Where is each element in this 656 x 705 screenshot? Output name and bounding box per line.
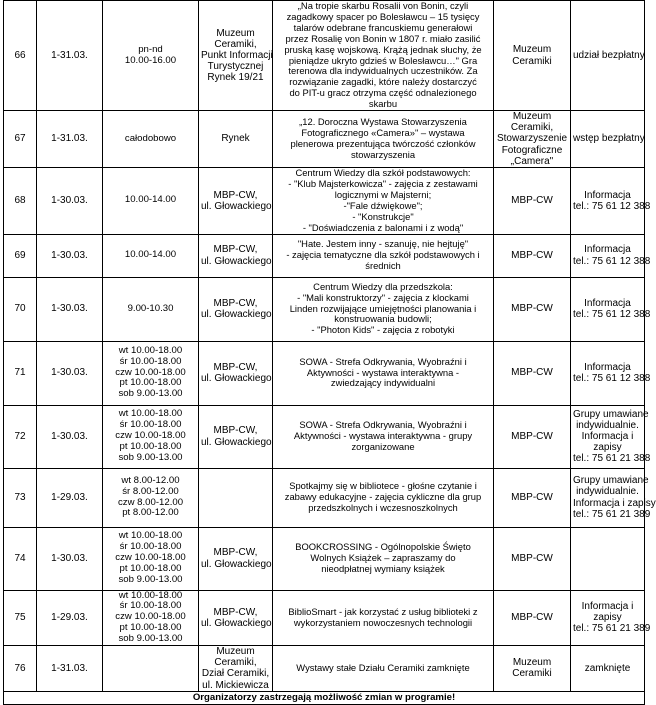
- row-number: 71: [4, 341, 37, 405]
- event-organizer-line: „Camera": [510, 155, 554, 167]
- event-place-line: ul. Głowackiego: [201, 373, 272, 385]
- events-table-body: [4, 0, 656, 692]
- event-place-line: ul. Mickiewicza: [202, 679, 269, 691]
- event-place-line: ul. Głowackiego: [201, 617, 272, 629]
- event-organizer: [494, 277, 571, 341]
- event-organizer-line: MBP-CW: [511, 612, 553, 624]
- event-description-line: Centrum Wiedzy dla szkół podstawowych:: [295, 167, 471, 179]
- footer-note: Organizatorzy zastrzegają możliwość zmian w programie!: [4, 691, 645, 704]
- event-place: [199, 405, 273, 468]
- event-description-line: SOWA - Strefa Odkrywania, Wyobraźni i: [299, 419, 467, 431]
- event-date: 1-30.03.: [37, 405, 103, 468]
- event-info-line: tel.: 75 61 12 388: [573, 373, 651, 385]
- event-description-line: Linden rozwijające umiejętności planowania i: [289, 302, 477, 314]
- event-time-line: sob 9.00-13.00: [118, 573, 183, 585]
- table-row: [4, 468, 645, 527]
- event-time-line: sob 9.00-13.00: [118, 451, 183, 463]
- event-description-line: rozwiązanie zagadki, które należy dostarczyć: [289, 76, 477, 88]
- event-description-line: pieniądze ukryto gdzieś w Bolesławcu…" Gra: [288, 54, 478, 66]
- event-info-line: Informacja i: [581, 600, 634, 612]
- event-time-line: śr 8.00-12.00: [122, 485, 179, 497]
- event-description-line: konstruowania budowli;: [334, 313, 432, 325]
- event-place: [199, 341, 273, 405]
- event-place-line: Ceramiki,: [214, 38, 257, 50]
- event-organizer: [494, 646, 571, 692]
- event-description: [273, 111, 494, 168]
- event-info: [571, 341, 651, 405]
- event-date: 1-30.03.: [37, 277, 103, 341]
- table-row: [4, 1, 645, 111]
- event-organizer-line: MBP-CW: [511, 552, 553, 564]
- table-row: [4, 234, 645, 277]
- event-description-line: przez Rosalię von Bonin w 1807 r. miało zasilić: [285, 32, 481, 44]
- event-time-line: wt 10.00-18.00: [118, 589, 183, 601]
- event-info-line: Informacja: [584, 244, 631, 256]
- events-table: [3, 0, 656, 705]
- event-date: 1-30.03.: [37, 341, 103, 405]
- event-description-line: zwiedzający indywidualni: [330, 377, 436, 389]
- event-info: [571, 234, 651, 277]
- event-place-line: ul. Głowackiego: [201, 558, 272, 570]
- event-description-line: „12. Doroczna Wystawa Stowarzyszenia: [299, 116, 467, 128]
- event-time-line: 10.00-14.00: [124, 194, 177, 206]
- event-organizer: [494, 405, 571, 468]
- event-description-line: SOWA - Strefa Odkrywania, Wyobraźni i: [299, 355, 467, 367]
- event-info-line: udział bezpłatny: [573, 49, 645, 61]
- event-time-line: 9.00-10.30: [127, 302, 174, 314]
- event-description: [273, 468, 494, 527]
- row-number: 72: [4, 405, 37, 468]
- event-time: [103, 277, 199, 341]
- row-number: 74: [4, 527, 37, 590]
- event-description-line: -"Fale dźwiękowe";: [343, 199, 423, 211]
- event-time-line: czw 10.00-18.00: [115, 366, 186, 378]
- event-description-line: - "Mali konstruktorzy" - zajęcia z klockami: [297, 291, 469, 303]
- event-place-line: MBP-CW,: [213, 189, 258, 201]
- event-time-line: 10.00-16.00: [124, 54, 177, 66]
- event-time-line: pt 10.00-18.00: [119, 377, 182, 389]
- event-description: [273, 646, 494, 692]
- event-info-line: Informacja: [584, 361, 631, 373]
- event-organizer-line: Ceramiki,: [510, 122, 554, 134]
- event-place-line: Muzeum: [216, 27, 255, 39]
- event-place-line: ul. Głowackiego: [201, 309, 272, 321]
- event-organizer-line: MBP-CW: [511, 367, 553, 379]
- event-time-line: pt 10.00-18.00: [119, 440, 182, 452]
- event-date: 1-30.03.: [37, 168, 103, 234]
- event-time-line: pn-nd: [138, 43, 163, 55]
- table-row: [4, 527, 645, 590]
- event-place-line: MBP-CW,: [213, 606, 258, 618]
- event-description-line: BiblioSmart - jak korzystać z usług biblioteki z: [288, 605, 478, 617]
- event-info: [571, 468, 656, 527]
- event-time: [103, 111, 199, 168]
- event-description-line: wykorzystaniem nowoczesnych technologii: [293, 616, 473, 628]
- event-info: [571, 277, 651, 341]
- event-description-line: zorganizowane: [351, 440, 415, 452]
- event-info: [571, 527, 645, 590]
- event-date: 1-29.03.: [37, 468, 103, 527]
- event-organizer: [494, 168, 571, 234]
- row-number: 73: [4, 468, 37, 527]
- event-time-line: pt 10.00-18.00: [119, 622, 182, 634]
- event-organizer-line: MBP-CW: [511, 249, 553, 261]
- event-description-line: BOOKCROSSING - Ogólnopolskie Święto: [295, 541, 471, 553]
- event-description-line: - "Klub Majsterkowicza" - zajęcia z zestawami: [288, 177, 478, 189]
- table-row: [4, 341, 645, 405]
- event-organizer-line: MBP-CW: [511, 491, 553, 503]
- event-date: 1-31.03.: [37, 646, 103, 692]
- event-description: [273, 590, 494, 646]
- event-place-line: ul. Głowackiego: [201, 436, 272, 448]
- table-row: [4, 111, 645, 168]
- event-time-line: sob 9.00-13.00: [118, 388, 183, 400]
- event-info: [571, 646, 645, 692]
- event-time-line: wt 10.00-18.00: [118, 344, 183, 356]
- event-time-line: czw 10.00-18.00: [115, 611, 186, 623]
- event-time-line: wt 10.00-18.00: [118, 530, 183, 542]
- event-organizer-line: MBP-CW: [511, 430, 553, 442]
- event-organizer: [494, 234, 571, 277]
- event-place-line: Rynek 19/21: [207, 72, 264, 84]
- event-description: [273, 405, 494, 468]
- event-place: [199, 1, 273, 111]
- event-info: [571, 111, 645, 168]
- event-date: 1-30.03.: [37, 527, 103, 590]
- event-info-line: indywidualnie.: [576, 419, 639, 431]
- event-organizer-line: Muzeum: [512, 657, 552, 669]
- event-info: [571, 590, 651, 646]
- event-time: [103, 405, 199, 468]
- event-description-line: pruską kasę wojskową. Krążą jednak słuchy, że: [284, 43, 482, 55]
- event-description-line: Fotograficznego «Camera»" – wystawa: [301, 127, 465, 139]
- event-place: [199, 234, 273, 277]
- event-place: [199, 590, 273, 646]
- event-place: [199, 468, 273, 527]
- event-place: [199, 111, 273, 168]
- event-info-line: zapisy: [593, 442, 622, 454]
- event-organizer-line: Fotograficzne: [501, 144, 563, 156]
- event-place-line: Muzeum: [216, 646, 255, 658]
- event-place-line: ul. Głowackiego: [201, 255, 272, 267]
- event-description: [273, 168, 494, 234]
- row-number: 76: [4, 646, 37, 692]
- event-time-line: 10.00-14.00: [124, 249, 177, 261]
- event-description-line: Spotkajmy się w bibliotece - głośne czytanie i: [289, 480, 477, 492]
- event-description-line: „Na tropie skarbu Rosalii von Bonin, czyli: [297, 0, 469, 11]
- event-time: [103, 527, 199, 590]
- event-description-line: stowarzyszenia: [350, 148, 416, 160]
- event-info-line: tel.: 75 61 21 388: [573, 453, 651, 465]
- event-info-line: Informacja i zapisy: [573, 497, 656, 509]
- event-place: [199, 168, 273, 234]
- event-organizer: [494, 1, 571, 111]
- row-number: 75: [4, 590, 37, 646]
- event-time-line: pt 10.00-18.00: [119, 562, 182, 574]
- event-info-line: Grupy umawiane: [573, 475, 649, 487]
- event-description-line: - "Konstrukcje": [352, 210, 414, 222]
- event-description-line: plenerowa prezentująca twórczość członków: [290, 138, 476, 150]
- event-organizer: [494, 111, 571, 168]
- event-description-line: do PIT-u gracz otrzyma część odnalezionego: [289, 87, 477, 99]
- event-description-line: Wolnych Książek – zapraszamy do: [310, 552, 456, 564]
- event-place-line: MBP-CW,: [213, 547, 258, 559]
- event-description: [273, 527, 494, 590]
- event-time-line: wt 8.00-12.00: [121, 474, 180, 486]
- event-organizer-line: Muzeum: [512, 111, 552, 123]
- event-place-line: ul. Głowackiego: [201, 200, 272, 212]
- event-time-line: śr 10.00-18.00: [119, 419, 182, 431]
- event-info-line: Grupy umawiane: [573, 408, 649, 420]
- table-row: [4, 590, 645, 646]
- event-description-line: zabawy edukacyjne - zajęcia cykliczne dla grup: [284, 491, 482, 503]
- event-organizer-line: MBP-CW: [511, 195, 553, 207]
- event-info-line: zapisy: [593, 612, 622, 624]
- event-place-line: MBP-CW,: [213, 361, 258, 373]
- event-organizer: [494, 341, 571, 405]
- event-info-line: indywidualnie.: [576, 486, 639, 498]
- event-time-line: śr 10.00-18.00: [119, 355, 182, 367]
- event-place-line: Rynek: [221, 133, 250, 145]
- event-place-line: Punkt Informacji: [201, 49, 273, 61]
- event-organizer-line: Muzeum: [512, 44, 552, 56]
- event-time: [103, 234, 199, 277]
- event-time: [103, 590, 199, 646]
- event-description-line: zagadkowy spacer po Bolesławcu – 15 tysięcy: [286, 10, 480, 22]
- table-row: [4, 646, 645, 692]
- event-description-line: Centrum Wiedzy dla przedszkola:: [313, 280, 453, 292]
- event-info-line: wstęp bezpłatny: [573, 133, 645, 145]
- footer-row: [4, 691, 645, 704]
- event-description-line: terenowa dla indywidualnych uczestników. Za: [288, 65, 478, 77]
- event-organizer-line: Ceramiki: [512, 668, 552, 680]
- event-description-line: logicznymi w Majsterni;: [334, 188, 432, 200]
- event-info-line: Informacja: [584, 297, 631, 309]
- event-description-line: - "Photon Kids" - zajęcia z robotyki: [311, 324, 455, 336]
- event-time-line: czw 10.00-18.00: [115, 552, 186, 564]
- event-time: [103, 1, 199, 111]
- event-time-line: pt 8.00-12.00: [122, 507, 179, 519]
- event-time-line: czw 8.00-12.00: [117, 496, 184, 508]
- event-place-line: MBP-CW,: [213, 297, 258, 309]
- event-description-line: Aktywności - wystawa interaktywna -: [306, 366, 460, 378]
- event-place-line: MBP-CW,: [213, 244, 258, 256]
- event-description-line: Wystawy stałe Działu Ceramiki zamknięte: [296, 662, 470, 673]
- event-place: [199, 277, 273, 341]
- event-description-line: przedszkolnych i wczesnoszkolnych: [308, 501, 458, 513]
- row-number: 70: [4, 277, 37, 341]
- event-place-line: Dział Ceramiki,: [201, 668, 270, 680]
- event-description-line: nieodpłatnej wymiany książek: [321, 562, 445, 574]
- event-description-line: "Hate. Jestem inny - szanuję, nie hejtuję": [297, 238, 469, 250]
- event-organizer: [494, 527, 571, 590]
- event-place-line: MBP-CW,: [213, 425, 258, 437]
- event-info-line: tel.: 75 61 21 389: [573, 623, 651, 635]
- event-description: [273, 234, 494, 277]
- event-organizer-line: MBP-CW: [511, 303, 553, 315]
- event-date: 1-31.03.: [37, 111, 103, 168]
- row-number: 67: [4, 111, 37, 168]
- event-info: [571, 405, 651, 468]
- event-description: [273, 277, 494, 341]
- row-number: 66: [4, 1, 37, 111]
- event-time: [103, 341, 199, 405]
- event-info-line: tel.: 75 61 12 388: [573, 255, 651, 267]
- event-date: 1-30.03.: [37, 234, 103, 277]
- event-organizer-line: Ceramiki: [512, 55, 552, 67]
- event-place: [199, 527, 273, 590]
- event-description-line: Aktywności - wystawa interaktywna - grupy: [293, 430, 473, 442]
- event-info-line: tel.: 75 61 12 388: [573, 200, 651, 212]
- event-organizer-line: Stowarzyszenie: [496, 133, 568, 145]
- table-row: [4, 277, 645, 341]
- row-number: 68: [4, 168, 37, 234]
- event-date: 1-29.03.: [37, 590, 103, 646]
- event-place: [199, 646, 273, 692]
- event-description: [273, 1, 494, 111]
- event-description-line: średnich: [365, 259, 401, 271]
- event-time-line: wt 10.00-18.00: [118, 408, 183, 420]
- event-description-line: - zajęcia tematyczne dla szkół podstawowych i: [286, 249, 480, 261]
- event-info: [571, 168, 651, 234]
- event-date: 1-31.03.: [37, 1, 103, 111]
- event-time: [103, 468, 199, 527]
- event-info: [571, 1, 645, 111]
- event-description-line: - "Doświadczenia z balonami i z wodą": [302, 221, 464, 233]
- event-time-line: czw 10.00-18.00: [115, 430, 186, 442]
- event-description: [273, 341, 494, 405]
- event-info-line: Informacja: [584, 189, 631, 201]
- event-time: [103, 168, 199, 234]
- event-time-line: śr 10.00-18.00: [119, 600, 182, 612]
- event-description-line: talarów odebrane francuskiemu generałowi: [293, 21, 473, 33]
- event-info-line: tel.: 75 61 12 388: [573, 309, 651, 321]
- event-time: [103, 646, 199, 692]
- event-place-line: Ceramiki,: [214, 657, 257, 669]
- event-time-line: śr 10.00-18.00: [119, 541, 182, 553]
- event-info-line: tel.: 75 61 21 389: [573, 508, 651, 520]
- event-info-line: Informacja i: [581, 430, 634, 442]
- event-organizer: [494, 468, 571, 527]
- event-organizer: [494, 590, 571, 646]
- table-row: [4, 405, 645, 468]
- event-info-line: zamknięte: [584, 662, 631, 674]
- table-row: [4, 168, 645, 234]
- event-place-line: Turystycznej: [207, 61, 264, 73]
- event-time-line: całodobowo: [124, 132, 177, 144]
- event-description-line: skarbu: [368, 98, 398, 110]
- row-number: 69: [4, 234, 37, 277]
- event-time-line: sob 9.00-13.00: [118, 633, 183, 645]
